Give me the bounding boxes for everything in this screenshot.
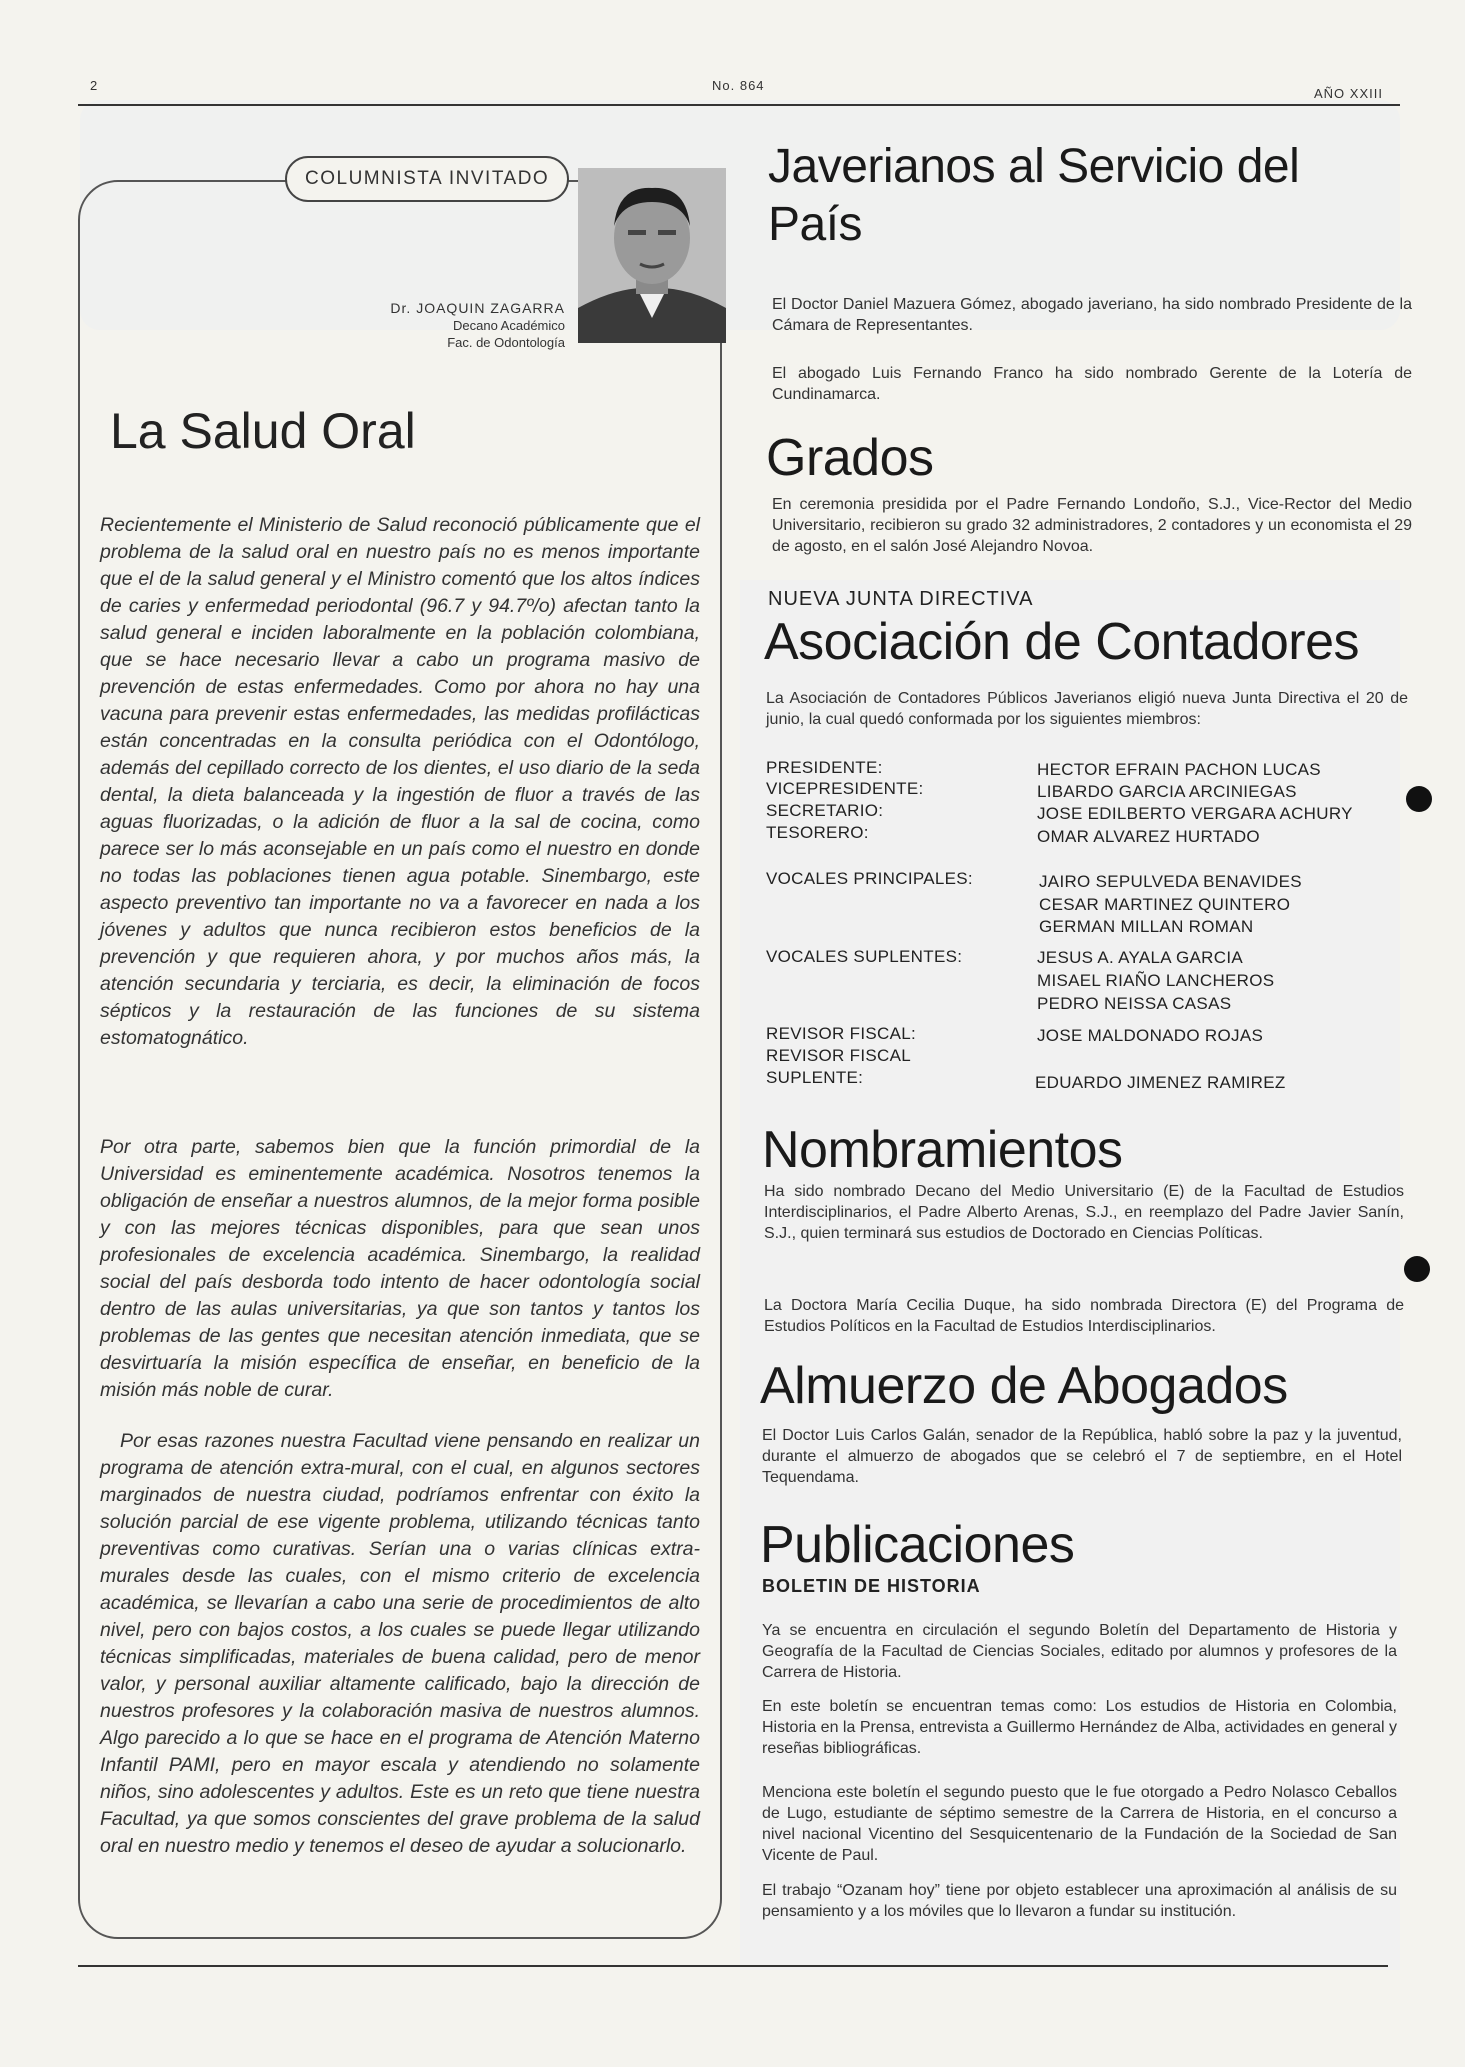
footer-rule [78, 1965, 1388, 1967]
servicio-paragraph-2: El abogado Luis Fernando Franco ha sido nombrado Gerente de la Lotería de Cundinamarca. [772, 365, 1412, 403]
header-rule [78, 104, 1400, 106]
column-paragraph-1: Recientemente el Ministerio de Salud reconoció públicamente que el problema de la salud oral en nuestro país no es menos importante que el de la salud general y el Ministro comentó que los altos índices de caries y enfermedad periodontal (96.7 y 94.7º/o) afectan tanto la salud general e inciden laboralmente en la población colombiana, que se hace necesario llevar a cabo un programa masivo de prevención de estas enfermedades. Como por ahora no hay una vacuna para prevenir estas enfermedades, las medidas profilácticas están concentradas en la consulta periódica con el Odontólogo, además del cepillado correcto de los dientes, el uso diario de la seda dental, la dieta balanceada y la ingestión de fluor a través de las aguas fluorizadas, o la adición de fluor a la sal de cocina, como parece ser lo más aconsejable en un país como el nuestro en donde no todas las poblaciones tienen agua potable. Sinembargo, este aspecto preventivo tan importante no va a favorecer en nada a los jóvenes y adultos que nunca recibieron estos beneficios de la prevención y que requieren ahora, y por muchos años más, la atención secundaria y terciaria, es decir, la eliminación de focos sépticos y la restauración de las funciones de su sistema estomatognático. [100, 514, 700, 1049]
revisor-suplente-name: EDUARDO JIMENEZ RAMIREZ [1035, 1073, 1286, 1092]
punch-hole-lower [1404, 1256, 1430, 1282]
vocal-principal-3: GERMAN MILLAN ROMAN [1039, 917, 1254, 936]
publicaciones-title: Publicaciones [760, 1516, 1075, 1574]
publicaciones-paragraph-2: En este boletín se encuentran temas como: Los estudios de Historia en Colombia, Historia en la Prensa, entrevista a Guillermo Hernández de Alba, actividades en general y reseñas bibliográficas. [762, 1698, 1398, 1757]
tesorero-name: OMAR ALVAREZ HURTADO [1037, 827, 1260, 846]
revisor-suplente-label-2: SUPLENTE: [766, 1068, 864, 1087]
vicepresidente-name: LIBARDO GARCIA ARCINIEGAS [1037, 782, 1297, 801]
author-name: Dr. JOAQUIN ZAGARRA [390, 300, 565, 316]
contadores-title: Asociación de Contadores [764, 613, 1360, 671]
revisor-fiscal-name: JOSE MALDONADO ROJAS [1037, 1026, 1264, 1045]
guest-column-badge: COLUMNISTA INVITADO [285, 156, 569, 202]
author-faculty: Fac. de Odontología [447, 335, 565, 350]
vocal-suplente-1: JESUS A. AYALA GARCIA [1037, 948, 1243, 967]
vicepresidente-label: VICEPRESIDENTE: [766, 779, 924, 798]
vocal-suplente-2: MISAEL RIAÑO LANCHEROS [1037, 971, 1275, 990]
revisor-fiscal-label: REVISOR FISCAL: [766, 1024, 916, 1043]
nombramientos-paragraph-2: La Doctora María Cecilia Duque, ha sido nombrada Directora (E) del Programa de Estudios Políticos en la Facultad de Estudios Interdisciplinarios. [764, 1297, 1404, 1335]
publicaciones-paragraph-4: El trabajo “Ozanam hoy” tiene por objeto establecer una aproximación al análisis de su pensamiento y a los móviles que lo llevaron a fundar su institución. [762, 1882, 1397, 1920]
vocal-suplente-3: PEDRO NEISSA CASAS [1037, 994, 1232, 1013]
secretario-name: JOSE EDILBERTO VERGARA ACHURY [1037, 804, 1353, 823]
secretario-label: SECRETARIO: [766, 801, 884, 820]
column-title: La Salud Oral [110, 403, 416, 459]
tesorero-label: TESORERO: [766, 823, 869, 842]
punch-hole-upper [1406, 786, 1432, 812]
vocales-principales-label: VOCALES PRINCIPALES: [766, 869, 973, 888]
almuerzo-paragraph-1: El Doctor Luis Carlos Galán, senador de la República, habló sobre la paz y la juventud, durante el almuerzo de abogados que se celebró el 7 de septiembre, en el Hotel Tequendama. [762, 1427, 1402, 1486]
grados-paragraph-1: En ceremonia presidida por el Padre Fernando Londoño, S.J., Vice-Rector del Medio Universitario, recibieron su grado 32 administradores, 2 contadores y un economista el 29 de agosto, en el salón José Alejandro Novoa. [772, 496, 1412, 555]
presidente-label: PRESIDENTE: [766, 758, 883, 777]
author-role: Decano Académico [452, 318, 565, 333]
nombramientos-paragraph-1: Ha sido nombrado Decano del Medio Universitario (E) de la Facultad de Estudios Interdisciplinarios, el Padre Alberto Arenas, S.J., en reemplazo del Padre Javier Sanín, S.J., quien terminará sus estudios de Doctorado en Ciencias Políticas. [764, 1183, 1404, 1242]
page-number: 2 [90, 78, 99, 93]
contadores-kicker: NUEVA JUNTA DIRECTIVA [768, 588, 1034, 610]
vocal-principal-2: CESAR MARTINEZ QUINTERO [1039, 895, 1291, 914]
publicaciones-paragraph-1: Ya se encuentra en circulación el segundo Boletín del Departamento de Historia y Geografía de la Facultad de Ciencias Sociales, editado por alumnos y profesores de la Carrera de Historia. [762, 1622, 1397, 1681]
author-byline [300, 300, 565, 351]
publicaciones-kicker: BOLETIN DE HISTORIA [762, 1576, 981, 1596]
column-paragraph-3: Por esas razones nuestra Facultad viene pensando en realizar un programa de atención extra-mural, con el cual, en algunos sectores marginados de nuestra ciudad, podríamos enfrentar con éxito la solución parcial de ese vigente problema, utilizando técnicas tanto preventivas como curativas. Serían una o varias clínicas extra-murales desde las cuales, con el mismo criterio de excelencia académica, se llevarían a cabo una serie de procedimientos de alto nivel, pero con bajos costos, a los cuales se puede llegar utilizando técnicas simplificadas, materiales de buena calidad, pero de menor valor, y personal auxiliar altamente calificado, bajo la dirección de nuestros profesores y la colaboración masiva de nuestros alumnos. Algo parecido a lo que se hace en el programa de Atención Materno Infantil PAMI, pero en mayor escala y atendiendo no solamente niños, sino adolescentes y adultos. Este es un reto que tiene nuestra Facultad, ya que somos conscientes del grave problema de la salud oral en nuestro medio y tenemos el deseo de ayudar a solucionarlo. [100, 1430, 700, 1857]
grados-title: Grados [766, 429, 934, 487]
publicaciones-paragraph-3: Menciona este boletín el segundo puesto que le fue otorgado a Pedro Nolasco Ceballos de Lugo, estudiante de séptimo semestre de la Carrera de Historia, en el concurso a nivel nacional Vicentino del Sesquicentenario de la Fundación de la Sociedad de San Vicente de Paul. [762, 1784, 1397, 1864]
servicio-paragraph-1: El Doctor Daniel Mazuera Gómez, abogado javeriano, ha sido nombrado Presidente de la Cámara de Representantes. [772, 296, 1412, 334]
author-photo [578, 168, 726, 343]
issue-number: No. 864 [712, 78, 765, 93]
vocales-suplentes-label: VOCALES SUPLENTES: [766, 947, 963, 966]
revisor-suplente-label-1: REVISOR FISCAL [766, 1046, 911, 1065]
vocal-principal-1: JAIRO SEPULVEDA BENAVIDES [1039, 872, 1302, 891]
column-paragraph-2: Por otra parte, sabemos bien que la función primordial de la Universidad es eminentemente académica. Nosotros tenemos la obligación de enseñar a nuestros alumnos, de la mejor forma posible y con las mejores técnicas disponibles, para que sean unos profesionales de excelencia académica. Sinembargo, la realidad social del país desborda todo intento de hacer odontología social dentro de las aulas universitarias, ya que son tantos y tantos los problemas de las gentes que necesitan atención inmediata, que se desvirtuaría la misión específica de enseñar, en beneficio de la misión más noble de curar. [100, 1136, 700, 1401]
year-label: AÑO XXIII [1314, 86, 1383, 101]
presidente-name: HECTOR EFRAIN PACHON LUCAS [1037, 760, 1321, 779]
contadores-intro: La Asociación de Contadores Públicos Javerianos eligió nueva Junta Directiva el 20 de junio, la cual quedó conformada por los siguientes miembros: [766, 690, 1408, 728]
servicio-title: Javerianos al Servicio del País [768, 140, 1300, 251]
nombramientos-title: Nombramientos [762, 1121, 1123, 1179]
almuerzo-title: Almuerzo de Abogados [760, 1357, 1288, 1415]
